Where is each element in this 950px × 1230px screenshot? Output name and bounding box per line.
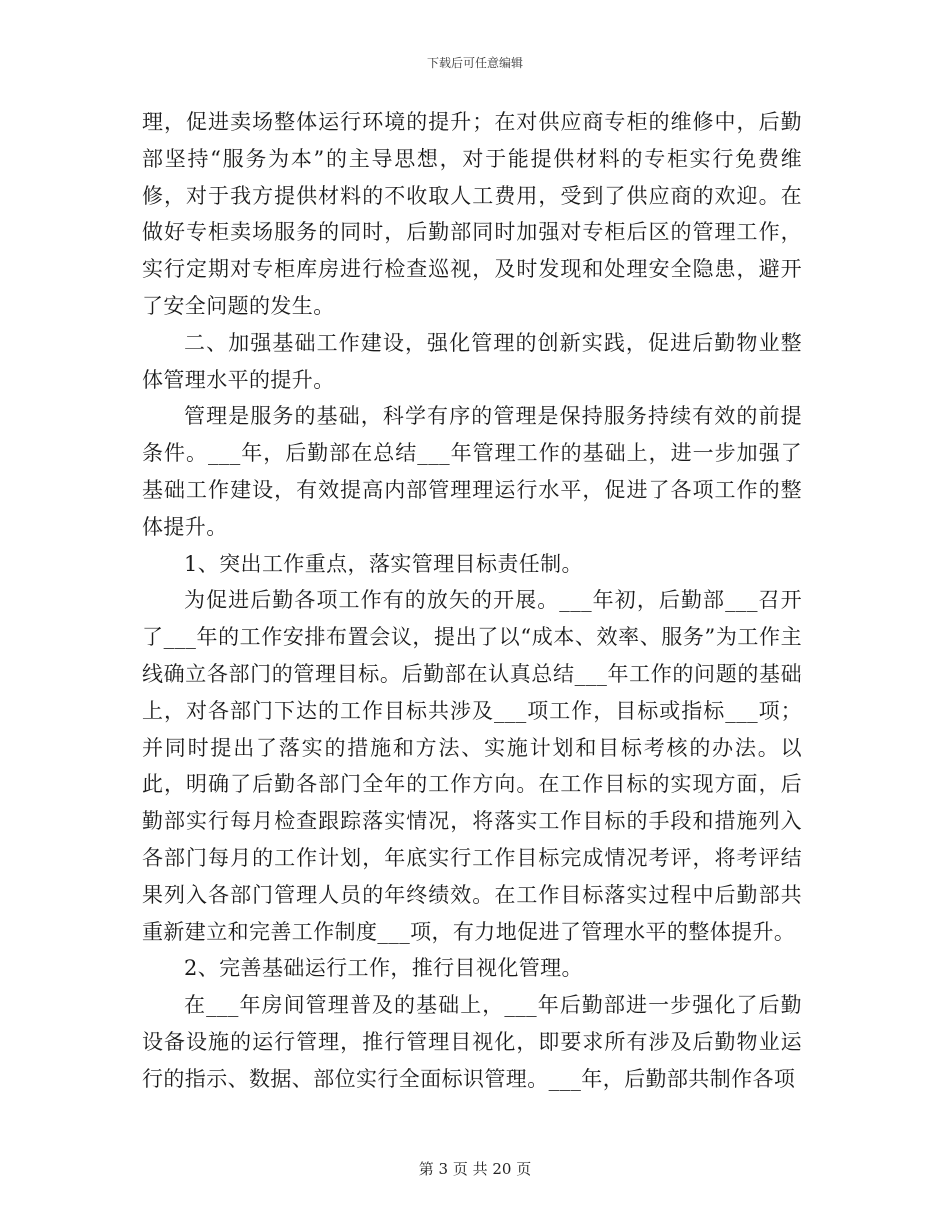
subsection-heading: 1、突出工作重点，落实管理目标责任制。	[184, 551, 583, 576]
page-footer: 第 3 页 共 20 页	[418, 1160, 532, 1178]
paragraph: 在___年房间管理普及的基础上，___年后勤部进一步强化了后勤设备设施的运行管理，推行管理目视化，即要求所有涉及后勤物业运行的指示、数据、部位实行全面标识管理。___年，后勤部共制作各项	[142, 993, 802, 1091]
paragraph: 为促进后勤各项工作有的放矢的开展。___年初，后勤部___召开了___年的工作安排布置会议，提出了以“成本、效率、服务”为工作主线确立各部门的管理目标。后勤部在认真总结___年工作的问题的基础上，对各部门下达的工作目标共涉及___项工作，目标或指标___项；并同时提出了落实的措施和方法、实施计划和目标考核的办法。以此，明确了后勤各部门全年的工作方向。在工作目标的实现方面，后勤部实行每月检查跟踪落实情况，将落实工作目标的手段和措施列入各部门每月的工作计划，年底实行工作目标完成情况考评，将考评结果列入各部门管理人员的年终绩效。在工作目标落实过程中后勤部共重新建立和完善工作制度___项，有力地促进了管理水平的整体提升。	[142, 588, 802, 944]
page-header: 下载后可任意编辑	[426, 56, 523, 70]
paragraph: 理，促进卖场整体运行环境的提升；在对供应商专柜的维修中，后勤部坚持“服务为本”的主导思想，对于能提供材料的专柜实行免费维修，对于我方提供材料的不收取人工费用，受到了供应商的欢迎。在做好专柜卖场服务的同时，后勤部同时加强对专柜后区的管理工作，实行定期对专柜库房进行检查巡视，及时发现和处理安全隐患，避开了安全问题的发生。	[142, 110, 802, 318]
subsection-heading: 2、完善基础运行工作，推行目视化管理。	[184, 956, 583, 981]
paragraph: 管理是服务的基础，科学有序的管理是保持服务持续有效的前提条件。___年，后勤部在总结___年管理工作的基础上，进一步加强了基础工作建设，有效提高内部管理理运行水平，促进了各项工作的整体提升。	[142, 404, 802, 539]
section-heading: 二、加强基础工作建设，强化管理的创新实践，促进后勤物业整体管理水平的提升。	[142, 330, 802, 392]
document-body	[142, 104, 802, 1098]
